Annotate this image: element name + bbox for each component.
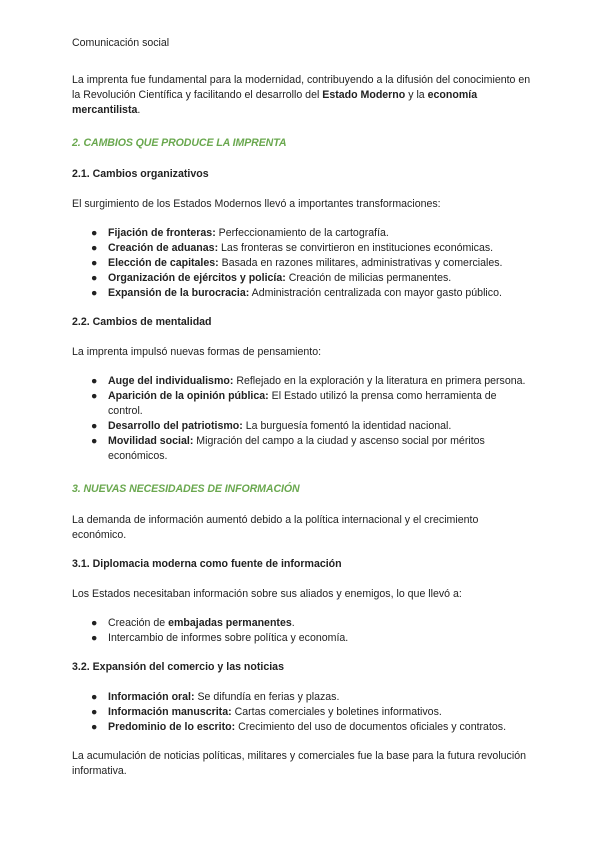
list-item: ● Información oral: Se difundía en ferias y plazas. [91,691,340,703]
list-item: ● Movilidad social: Migración del campo a la ciudad y ascenso social por méritos económicos. [91,435,485,462]
subsection-3-2-heading: 3.2. Expansión del comercio y las noticias [72,661,284,673]
bullet-icon: ● [91,632,98,644]
list-item: ● Predominio de lo escrito: Crecimiento del uso de documentos oficiales y contratos. [91,721,507,733]
section-2-heading: 2. CAMBIOS QUE PRODUCE LA IMPRENTA [72,137,287,149]
subsection-3-1-heading: 3.1. Diplomacia moderna como fuente de información [72,558,342,570]
list-item: ● Desarrollo del patriotismo: La burguesía fomentó la identidad nacional. [91,420,452,432]
bullet-icon: ● [91,691,98,703]
section-3-intro: La demanda de información aumentó debido a la política internacional y el crecimiento económico. [72,514,479,541]
subsection-2-2-intro: La imprenta impulsó nuevas formas de pensamiento: [72,346,322,358]
bullet-icon: ● [91,227,98,239]
section-3-heading: 3. NUEVAS NECESIDADES DE INFORMACIÓN [72,483,300,495]
list-item: ● Creación de aduanas: Las fronteras se convirtieron en instituciones económicas. [91,242,494,254]
subsection-2-1-intro: El surgimiento de los Estados Modernos llevó a importantes transformaciones: [72,198,441,210]
bullet-icon: ● [91,706,98,718]
list-item: ● Auge del individualismo: Reflejado en la exploración y la literatura en primera persona. [91,375,526,387]
document-body [72,36,532,793]
closing-paragraph: La acumulación de noticias políticas, militares y comerciales fue la base para la futura revolución informativa. [72,750,526,777]
bullet-icon: ● [91,390,98,402]
bullet-icon: ● [91,420,98,432]
bullet-icon: ● [91,272,98,284]
list-item: ● Organización de ejércitos y policía: Creación de milicias permanentes. [91,272,452,284]
list-item: ● Fijación de fronteras: Perfeccionamiento de la cartografía. [91,227,389,239]
subsection-2-1-heading: 2.1. Cambios organizativos [72,168,209,180]
subsection-3-1-intro: Los Estados necesitaban información sobre sus aliados y enemigos, lo que llevó a: [72,588,462,600]
commerce-news-list [72,690,532,735]
page-header: Comunicación social [72,37,170,49]
diplomacy-list [72,616,532,646]
bullet-icon: ● [91,257,98,269]
list-item: ● Aparición de la opinión pública: El Estado utilizó la prensa como herramienta de control. [91,390,497,417]
bullet-icon: ● [91,435,98,447]
bullet-icon: ● [91,617,98,629]
list-item: ● Creación de embajadas permanentes. [91,617,295,629]
mentality-changes-list [72,374,532,464]
bullet-icon: ● [91,375,98,387]
organizational-changes-list [72,226,532,301]
bullet-icon: ● [91,242,98,254]
list-item: ● Intercambio de informes sobre política y economía. [91,632,349,644]
list-item: ● Elección de capitales: Basada en razones militares, administrativas y comerciales. [91,257,503,269]
intro-paragraph: La imprenta fue fundamental para la modernidad, contribuyendo a la difusión del conocimiento en la Revolución Científica y facilitando el desarrollo del Estado Moderno y la economía mercantilista. [72,74,531,116]
bullet-icon: ● [91,287,98,299]
bullet-icon: ● [91,721,98,733]
list-item: ● Información manuscrita: Cartas comerciales y boletines informativos. [91,706,442,718]
subsection-2-2-heading: 2.2. Cambios de mentalidad [72,316,212,328]
list-item: ● Expansión de la burocracia: Administración centralizada con mayor gasto público. [91,287,502,299]
